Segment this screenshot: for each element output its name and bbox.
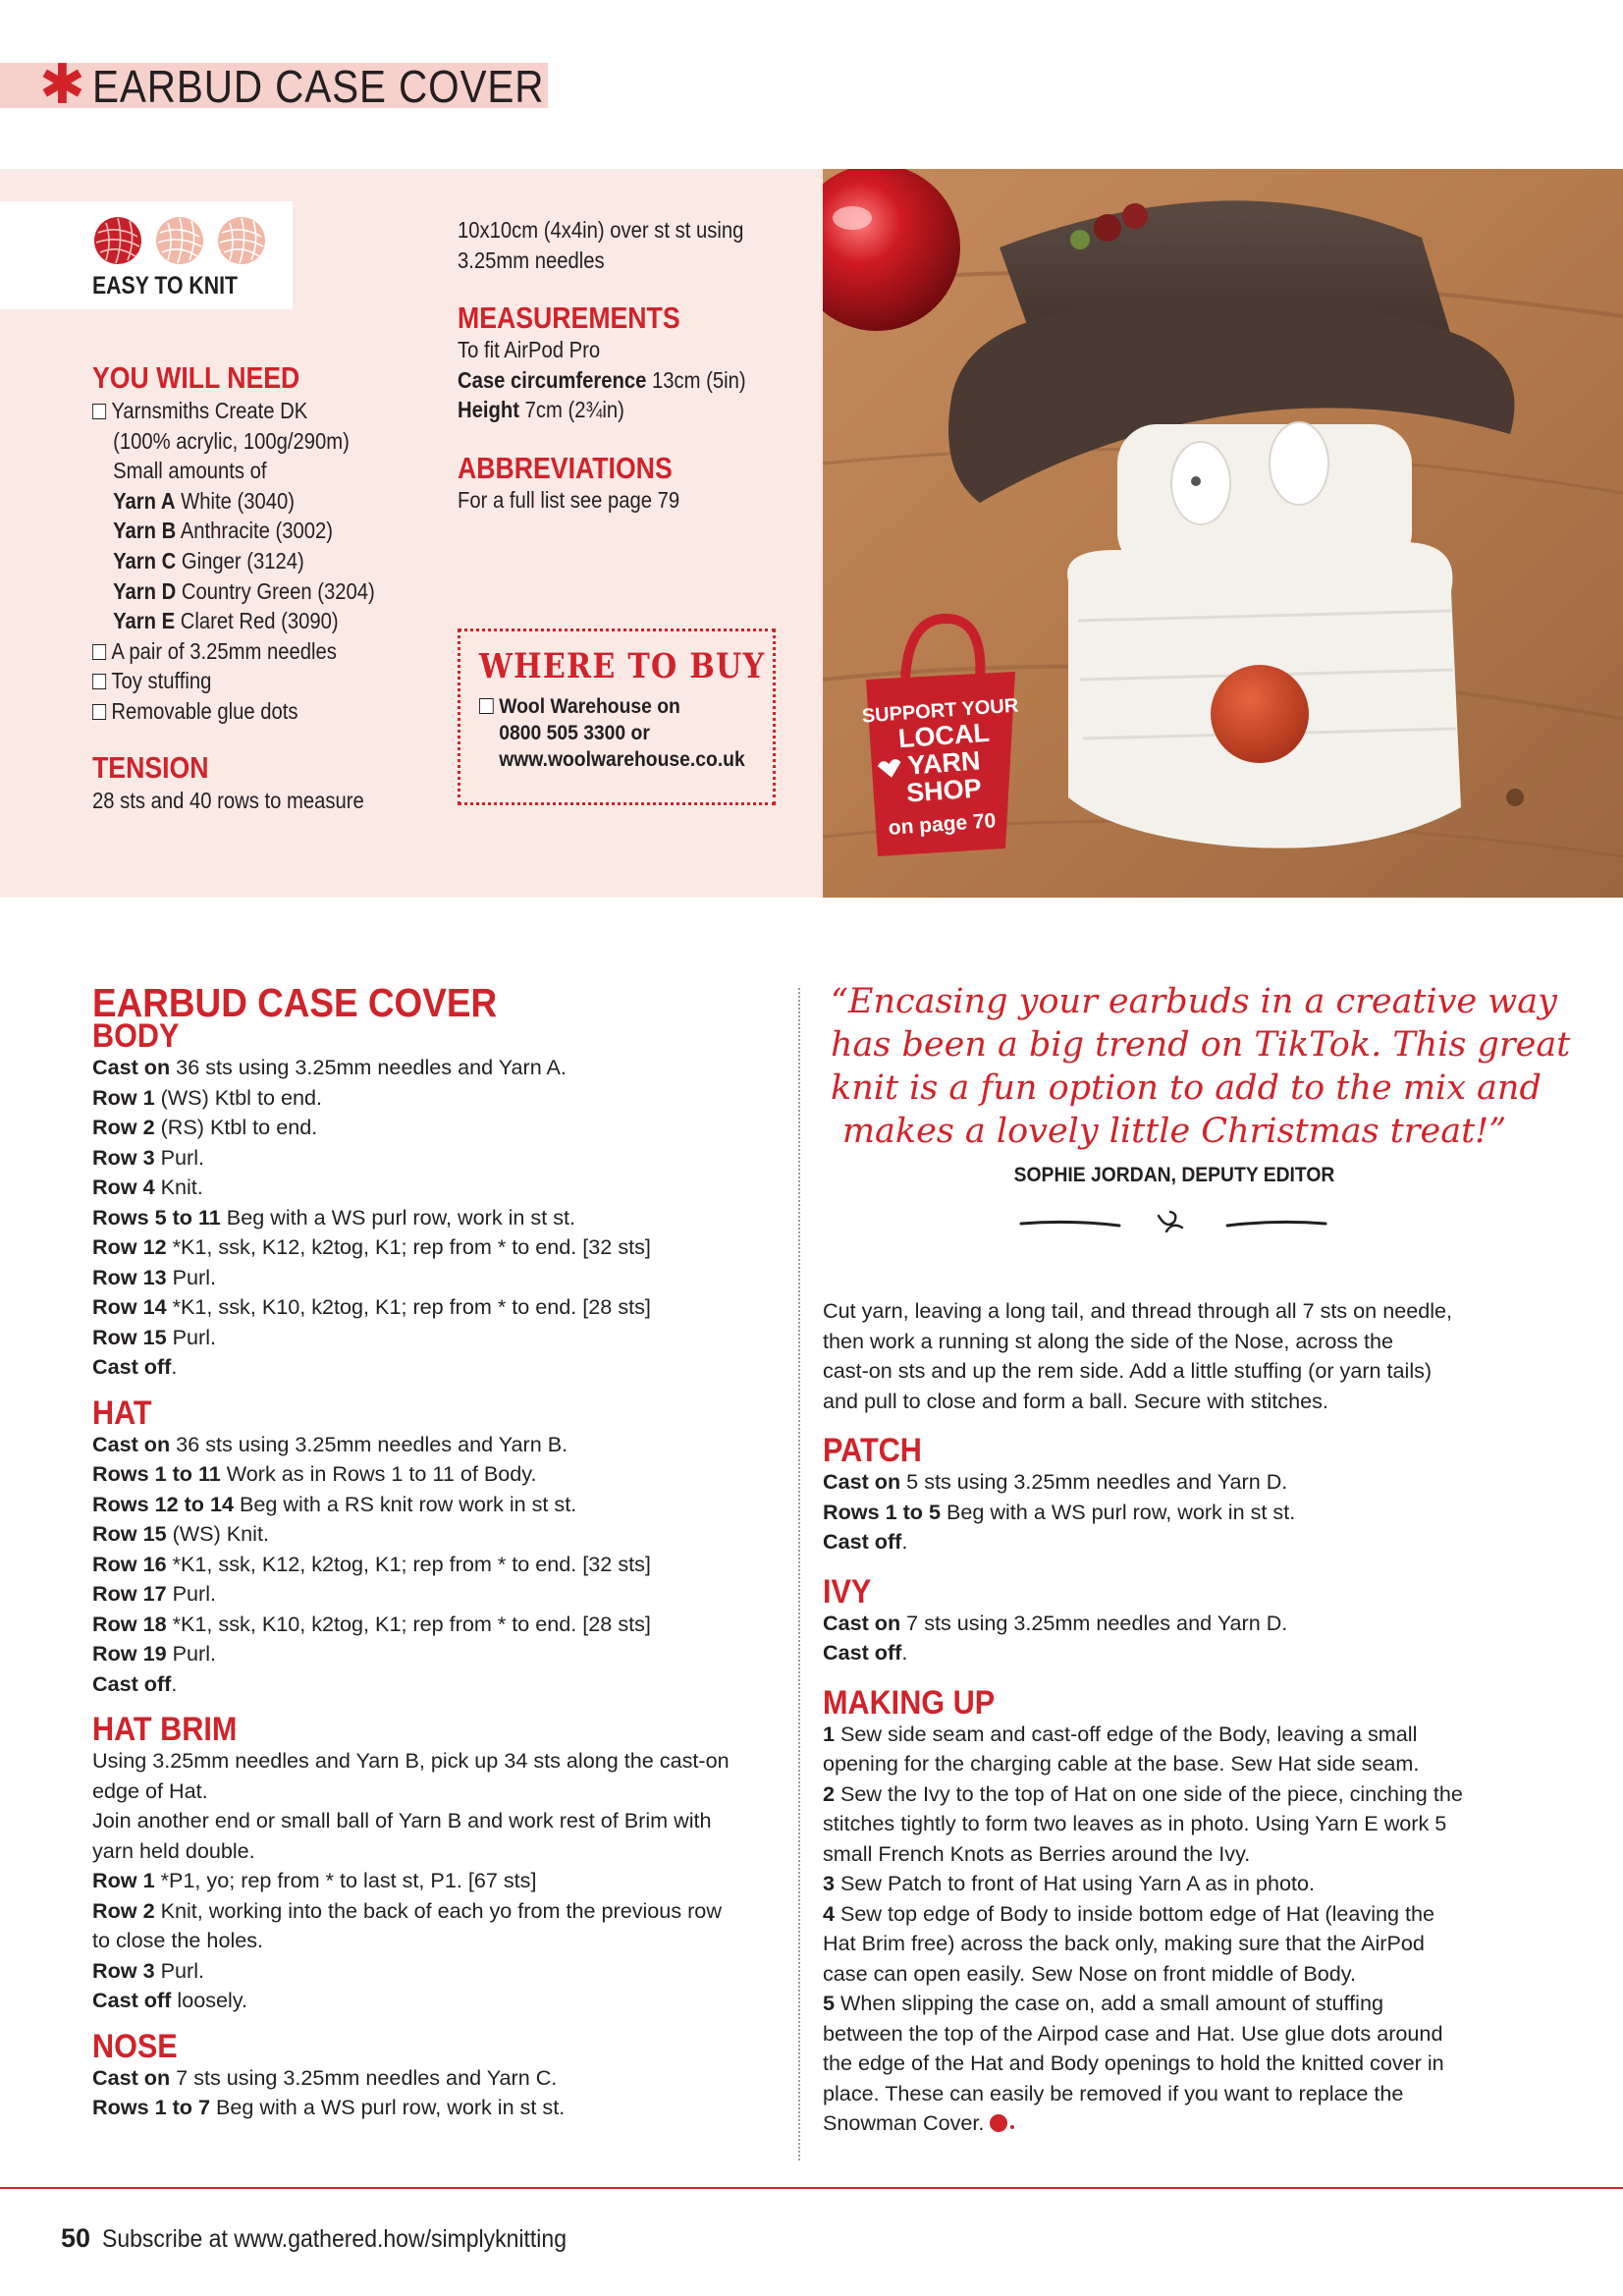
instruction-line: Row 3 Purl. <box>92 1957 204 1983</box>
hat-brim-heading: HAT BRIM <box>92 1711 238 1748</box>
ivy-heading: IVY <box>823 1572 872 1611</box>
instruction-line: case can open easily. Sew Nose on front middle of Body. <box>823 1960 1356 1986</box>
instruction-line: yarn held double. <box>92 1837 255 1863</box>
instruction-line: Cast on 7 sts using 3.25mm needles and Yarn D. <box>823 1610 1288 1635</box>
body-instructions <box>92 1053 780 1383</box>
instruction-line: Row 18 *K1, ssk, K10, k2tog, K1; rep from * to end. [28 sts] <box>92 1611 651 1636</box>
instruction-line: Cast on 5 sts using 3.25mm needles and Yarn D. <box>823 1469 1288 1494</box>
instruction-line: 3 Sew Patch to front of Hat using Yarn A as in photo. <box>823 1871 1315 1895</box>
instruction-line: 1 Sew side seam and cast-off edge of the Body, leaving a small <box>823 1721 1418 1746</box>
you-will-need-heading: YOU WILL NEED <box>92 360 300 395</box>
column-divider <box>798 988 800 2160</box>
instruction-line: Cast off. <box>92 1670 178 1696</box>
end-mark-yarn-icon <box>990 2114 1007 2132</box>
instruction-line: Cast on 7 sts using 3.25mm needles and Yarn C. <box>92 2064 558 2090</box>
badge-line: SUPPORT YOUR <box>861 694 1019 728</box>
list-item: Yarnsmiths Create DK <box>92 396 375 426</box>
instruction-line: Rows 1 to 7 Beg with a WS purl row, work in st st. <box>92 2095 566 2119</box>
instruction-line: to close the holes. <box>92 1928 264 1952</box>
instruction-line: Rows 5 to 11 Beg with a WS purl row, work in st st. <box>92 1204 576 1230</box>
instruction-line: Row 16 *K1, ssk, K12, k2tog, K1; rep from * to end. [32 sts] <box>92 1551 651 1576</box>
badge-line: YARN <box>906 745 982 781</box>
measurements-heading: MEASUREMENTS <box>458 301 680 335</box>
instruction-line: 4 Sew top edge of Body to inside bottom edge of Hat (leaving the <box>823 1900 1435 1926</box>
list-item: (100% acrylic, 100g/290m) <box>113 427 350 454</box>
quote-author: SOPHIE JORDAN, DEPUTY EDITOR <box>1013 1164 1335 1186</box>
instruction-line: between the top of the Airpod case and Hat. Use glue dots around <box>823 2020 1443 2046</box>
product-photo <box>823 169 1623 898</box>
instruction-line: 5 When slipping the case on, add a small amount of stuffing <box>823 1991 1383 2015</box>
hat-heading: HAT <box>92 1394 152 1432</box>
instruction-line: Using 3.25mm needles and Yarn B, pick up 34 sts along the cast-on <box>92 1748 730 1773</box>
yarn-ball-icon-filled <box>92 215 143 266</box>
measurements-text: To fit AirPod Pro Case circumference 13cm (5in) Height 7cm (2¾in) <box>458 337 746 423</box>
list-item: Small amounts of <box>113 458 267 484</box>
where-to-buy-heading: WHERE TO BUY <box>479 646 766 686</box>
instruction-line: Rows 1 to 5 Beg with a WS purl row, work in st st. <box>823 1499 1296 1524</box>
instruction-line: Row 1 *P1, yo; rep from * to last st, P1. [67 sts] <box>92 1868 537 1892</box>
checkbox-icon <box>479 698 494 714</box>
badge-line: SHOP <box>905 773 983 808</box>
tension-text-2: 10x10cm (4x4in) over st st using 3.25mm needles <box>458 217 744 273</box>
checkbox-icon <box>92 704 106 720</box>
list-item: Yarn C Ginger (3124) <box>113 547 304 574</box>
instruction-line: Row 2 (RS) Ktbl to end. <box>92 1115 318 1139</box>
instruction-line: Row 12 *K1, ssk, K12, k2tog, K1; rep from * to end. [32 sts] <box>92 1234 651 1259</box>
abbreviations-text: For a full list see page 79 <box>458 487 680 513</box>
tension-heading: TENSION <box>92 750 209 785</box>
where-to-buy-text: Wool Warehouse on 0800 505 3300 or www.woolwarehouse.co.uk <box>479 693 745 773</box>
instruction-line: Cast off. <box>823 1640 908 1665</box>
instruction-line: Snowman Cover. <box>823 2108 1540 2139</box>
pull-quote: “Encasing your earbuds in a creative way has been a big trend on TikTok. This great knit is a fun option to add to the mix and makes a lovely little Christmas treat!” <box>831 982 1571 1151</box>
right-column <box>823 1296 1540 2139</box>
instruction-line: Row 3 Purl. <box>92 1144 204 1170</box>
instruction-line: Row 13 Purl. <box>92 1264 217 1289</box>
list-item: Yarn B Anthracite (3002) <box>113 518 334 544</box>
instruction-line: the edge of the Hat and Body openings to hold the knitted cover in <box>823 2050 1444 2075</box>
instruction-line: Row 17 Purl. <box>92 1581 217 1606</box>
patch-heading: PATCH <box>823 1432 922 1469</box>
instruction-line: Cast off. <box>92 1354 178 1379</box>
instruction-line: place. These can easily be removed if you want to replace the <box>823 2080 1404 2105</box>
instruction-line: Cast off. <box>823 1529 908 1554</box>
making-up-instructions <box>823 1720 1540 2139</box>
instruction-line: Row 14 *K1, ssk, K10, k2tog, K1; rep from * to end. [28 sts] <box>92 1294 651 1319</box>
instruction-line: stitches tightly to form two leaves as in photo. Using Yarn E work 5 <box>823 1811 1447 1835</box>
instruction-line: Row 1 (WS) Ktbl to end. <box>92 1084 323 1110</box>
ivy-instructions <box>823 1609 1540 1668</box>
hat-brim-instructions <box>92 1746 780 2016</box>
instruction-line: Hat Brim free) across the back only, making sure that the AirPod <box>823 1931 1425 1955</box>
materials-list <box>92 396 375 727</box>
instruction-line: Row 4 Knit. <box>92 1175 203 1199</box>
yarn-ball-icon-empty <box>154 215 205 266</box>
list-item: Toy stuffing <box>92 666 375 696</box>
support-local-yarn-shop-badge <box>858 609 1025 864</box>
yarn-ball-icon-empty <box>216 215 267 266</box>
instruction-line: 2 Sew the Ivy to the top of Hat on one side of the piece, cinching the <box>823 1780 1463 1806</box>
nose-continued: Cut yarn, leaving a long tail, and thread through all 7 sts on needle, then work a running st along the side of the Nose, across the cast-on sts and up the rem side. Add a little stuffing (or yarn tails) and pull to close and form a ball. Secure with stitches. <box>823 1298 1453 1413</box>
list-item: Yarn D Country Green (3204) <box>113 577 375 604</box>
instruction-line: small French Knots as Berries around the Ivy. <box>823 1840 1251 1866</box>
footer-subscribe-text: Subscribe at www.gathered.how/simplyknitting <box>102 2225 568 2253</box>
instruction-line: edge of Hat. <box>92 1777 208 1803</box>
nose-instructions <box>92 2063 780 2123</box>
instruction-line: Row 15 (WS) Knit. <box>92 1521 269 1546</box>
checkbox-icon <box>92 404 106 419</box>
instruction-line: Cast on 36 sts using 3.25mm needles and Yarn B. <box>92 1431 568 1456</box>
footer-rule <box>0 2187 1623 2189</box>
left-column <box>92 982 780 2123</box>
tension-text-1: 28 sts and 40 rows to measure <box>92 788 364 813</box>
list-item: Yarn A White (3040) <box>113 487 295 514</box>
list-item: Yarn E Claret Red (3090) <box>113 608 339 634</box>
instruction-line: opening for the charging cable at the base. Sew Hat side seam. <box>823 1751 1420 1776</box>
instruction-line: Row 15 Purl. <box>92 1324 217 1349</box>
page-title: EARBUD CASE COVER <box>92 61 545 112</box>
asterisk-icon: ✱ <box>39 53 85 115</box>
instruction-line: Cast off loosely. <box>92 1988 248 2012</box>
list-item: A pair of 3.25mm needles <box>92 636 375 667</box>
instruction-line: Cast on 36 sts using 3.25mm needles and Yarn A. <box>92 1055 567 1079</box>
patch-instructions <box>823 1467 1540 1558</box>
instruction-line: Row 19 Purl. <box>92 1641 217 1666</box>
difficulty-label: EASY TO KNIT <box>92 272 238 300</box>
badge-line: on page 70 <box>888 809 998 840</box>
instruction-line: Row 2 Knit, working into the back of each yo from the previous row <box>92 1897 722 1923</box>
badge-line: LOCAL <box>896 717 991 754</box>
making-up-heading: MAKING UP <box>823 1683 996 1722</box>
pattern-title: EARBUD CASE COVER <box>92 980 498 1025</box>
body-heading: BODY <box>92 1017 180 1055</box>
nose-heading: NOSE <box>92 2027 178 2065</box>
instruction-line: Join another end or small ball of Yarn B and work rest of Brim with <box>92 1808 712 1832</box>
page-number: 50 <box>61 2223 91 2253</box>
list-item: Removable glue dots <box>92 696 375 727</box>
flourish-icon <box>1011 1202 1335 1241</box>
checkbox-icon <box>92 674 106 689</box>
hat-instructions <box>92 1430 780 1700</box>
checkbox-icon <box>92 644 106 660</box>
instruction-line: Rows 12 to 14 Beg with a RS knit row work in st st. <box>92 1491 577 1516</box>
instruction-line: Rows 1 to 11 Work as in Rows 1 to 11 of Body. <box>92 1461 537 1486</box>
abbreviations-heading: ABBREVIATIONS <box>458 451 673 485</box>
